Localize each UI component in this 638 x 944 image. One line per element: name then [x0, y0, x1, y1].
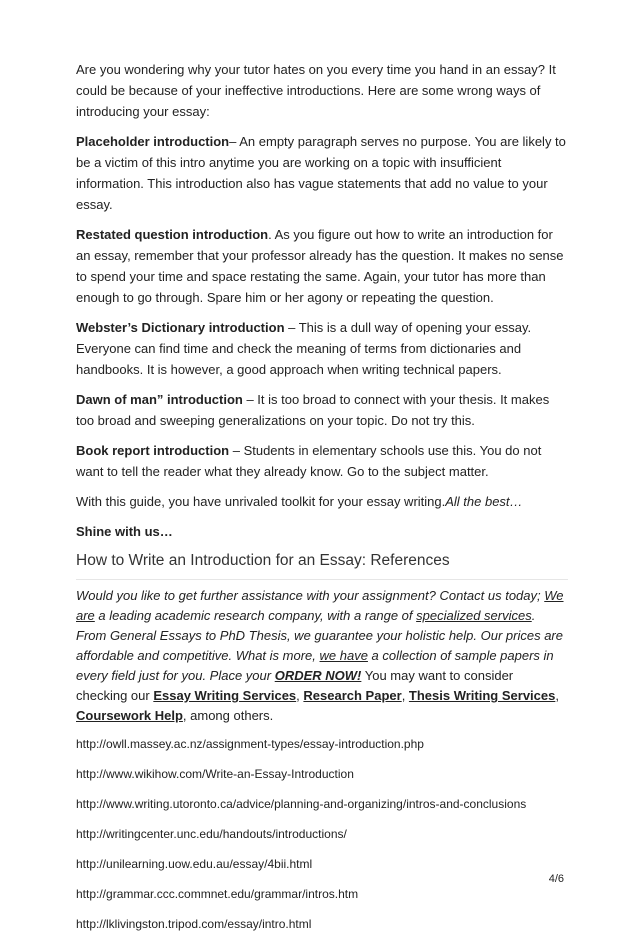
wrong-intro-placeholder: [76, 131, 568, 215]
reference-links: [76, 734, 568, 934]
we-have-link[interactable]: we have: [319, 648, 368, 663]
references-heading: How to Write an Introduction for an Essay: References: [76, 552, 450, 569]
page-number: 4/6: [548, 873, 564, 885]
item-title: Dawn of man” introduction: [76, 392, 243, 407]
separator: ,: [296, 688, 304, 703]
specialized-services-link[interactable]: specialized services: [416, 608, 532, 623]
item-text: – This is a dull way of opening your essay. Everyone can find time and check the meaning of terms from dictionaries and handbooks. It is however, a good approach when writing technical papers.: [76, 320, 532, 377]
cta-text: Would you like to get further assistance with your assignment? Contact us today;: [76, 588, 545, 603]
wrong-intro-restated: [76, 224, 568, 308]
item-text: – An empty paragraph serves no purpose. You are likely to be a victim of this intro anytime you are working on a topic with insufficient information. This introduction also has vague statements that add no value to your essay.: [76, 134, 566, 212]
cta-paragraph: [76, 586, 568, 726]
wrong-intro-dawn-of-man: [76, 389, 568, 431]
order-now-link[interactable]: ORDER NOW!: [274, 668, 362, 683]
separator: ,: [555, 688, 559, 703]
item-title: Restated question introduction: [76, 227, 269, 242]
document-page: [76, 59, 568, 944]
cta-text: , among others.: [182, 708, 274, 723]
research-paper-link[interactable]: Research Paper: [303, 688, 402, 703]
item-text: – Students in elementary schools use this. You do not want to tell the reader what they already know. Go to the subject matter.: [76, 443, 542, 479]
shine-text: Shine with us…: [76, 524, 173, 539]
cta-text: You may want to consider checking our: [76, 668, 514, 703]
cta-text: a collection of sample papers in every field just for you. Place your: [76, 648, 554, 683]
reference-link[interactable]: http://writingcenter.unc.edu/handouts/introductions/: [76, 827, 347, 841]
wrong-intro-book-report: [76, 440, 568, 482]
reference-link[interactable]: http://www.writing.utoronto.ca/advice/planning-and-organizing/intros-and-conclusions: [76, 797, 527, 811]
item-text: – It is too broad to connect with your thesis. It makes too broad and sweeping generalizations on your topic. Do not try this.: [76, 392, 550, 428]
reference-link[interactable]: http://owll.massey.ac.nz/assignment-types/essay-introduction.php: [76, 737, 424, 751]
cta-text: a leading academic research company, with a range of: [94, 608, 417, 623]
item-text: . As you figure out how to write an introduction for an essay, remember that your professor already has the question. It makes no sense to spend your time and space restating the same. Again, your tutor has more than enough to go through. Spare him or her agony or repeating the question.: [76, 227, 564, 305]
closing-signoff: All the best…: [445, 494, 523, 509]
separator: ,: [401, 688, 409, 703]
we-are-link[interactable]: We are: [76, 588, 564, 623]
cta-text: . From General Essays to PhD Thesis, we guarantee your holistic help. Our prices are affordable and competitive. What is more,: [76, 608, 563, 663]
intro-paragraph: Are you wondering why your tutor hates on you every time you hand in an essay? It could be because of your ineffective introductions. Here are some wrong ways of introducing your essay:: [76, 62, 556, 119]
thesis-writing-services-link[interactable]: Thesis Writing Services: [408, 688, 556, 703]
wrong-intro-webster: [76, 317, 568, 380]
reference-link[interactable]: http://grammar.ccc.commnet.edu/grammar/intros.htm: [76, 887, 359, 901]
closing-text: With this guide, you have unrivaled toolkit for your essay writing.: [76, 494, 446, 509]
closing-paragraph: [76, 491, 568, 512]
coursework-help-link[interactable]: Coursework Help: [76, 708, 183, 723]
reference-link[interactable]: http://lklivingston.tripod.com/essay/intro.html: [76, 917, 312, 931]
heading-divider: [76, 579, 568, 580]
essay-writing-services-link[interactable]: Essay Writing Services: [153, 688, 297, 703]
reference-link[interactable]: http://www.wikihow.com/Write-an-Essay-Introduction: [76, 767, 354, 781]
item-title: Placeholder introduction: [76, 134, 230, 149]
item-title: Book report introduction: [76, 443, 230, 458]
reference-link[interactable]: http://unilearning.uow.edu.au/essay/4bii.html: [76, 857, 313, 871]
item-title: Webster’s Dictionary introduction: [76, 320, 285, 335]
